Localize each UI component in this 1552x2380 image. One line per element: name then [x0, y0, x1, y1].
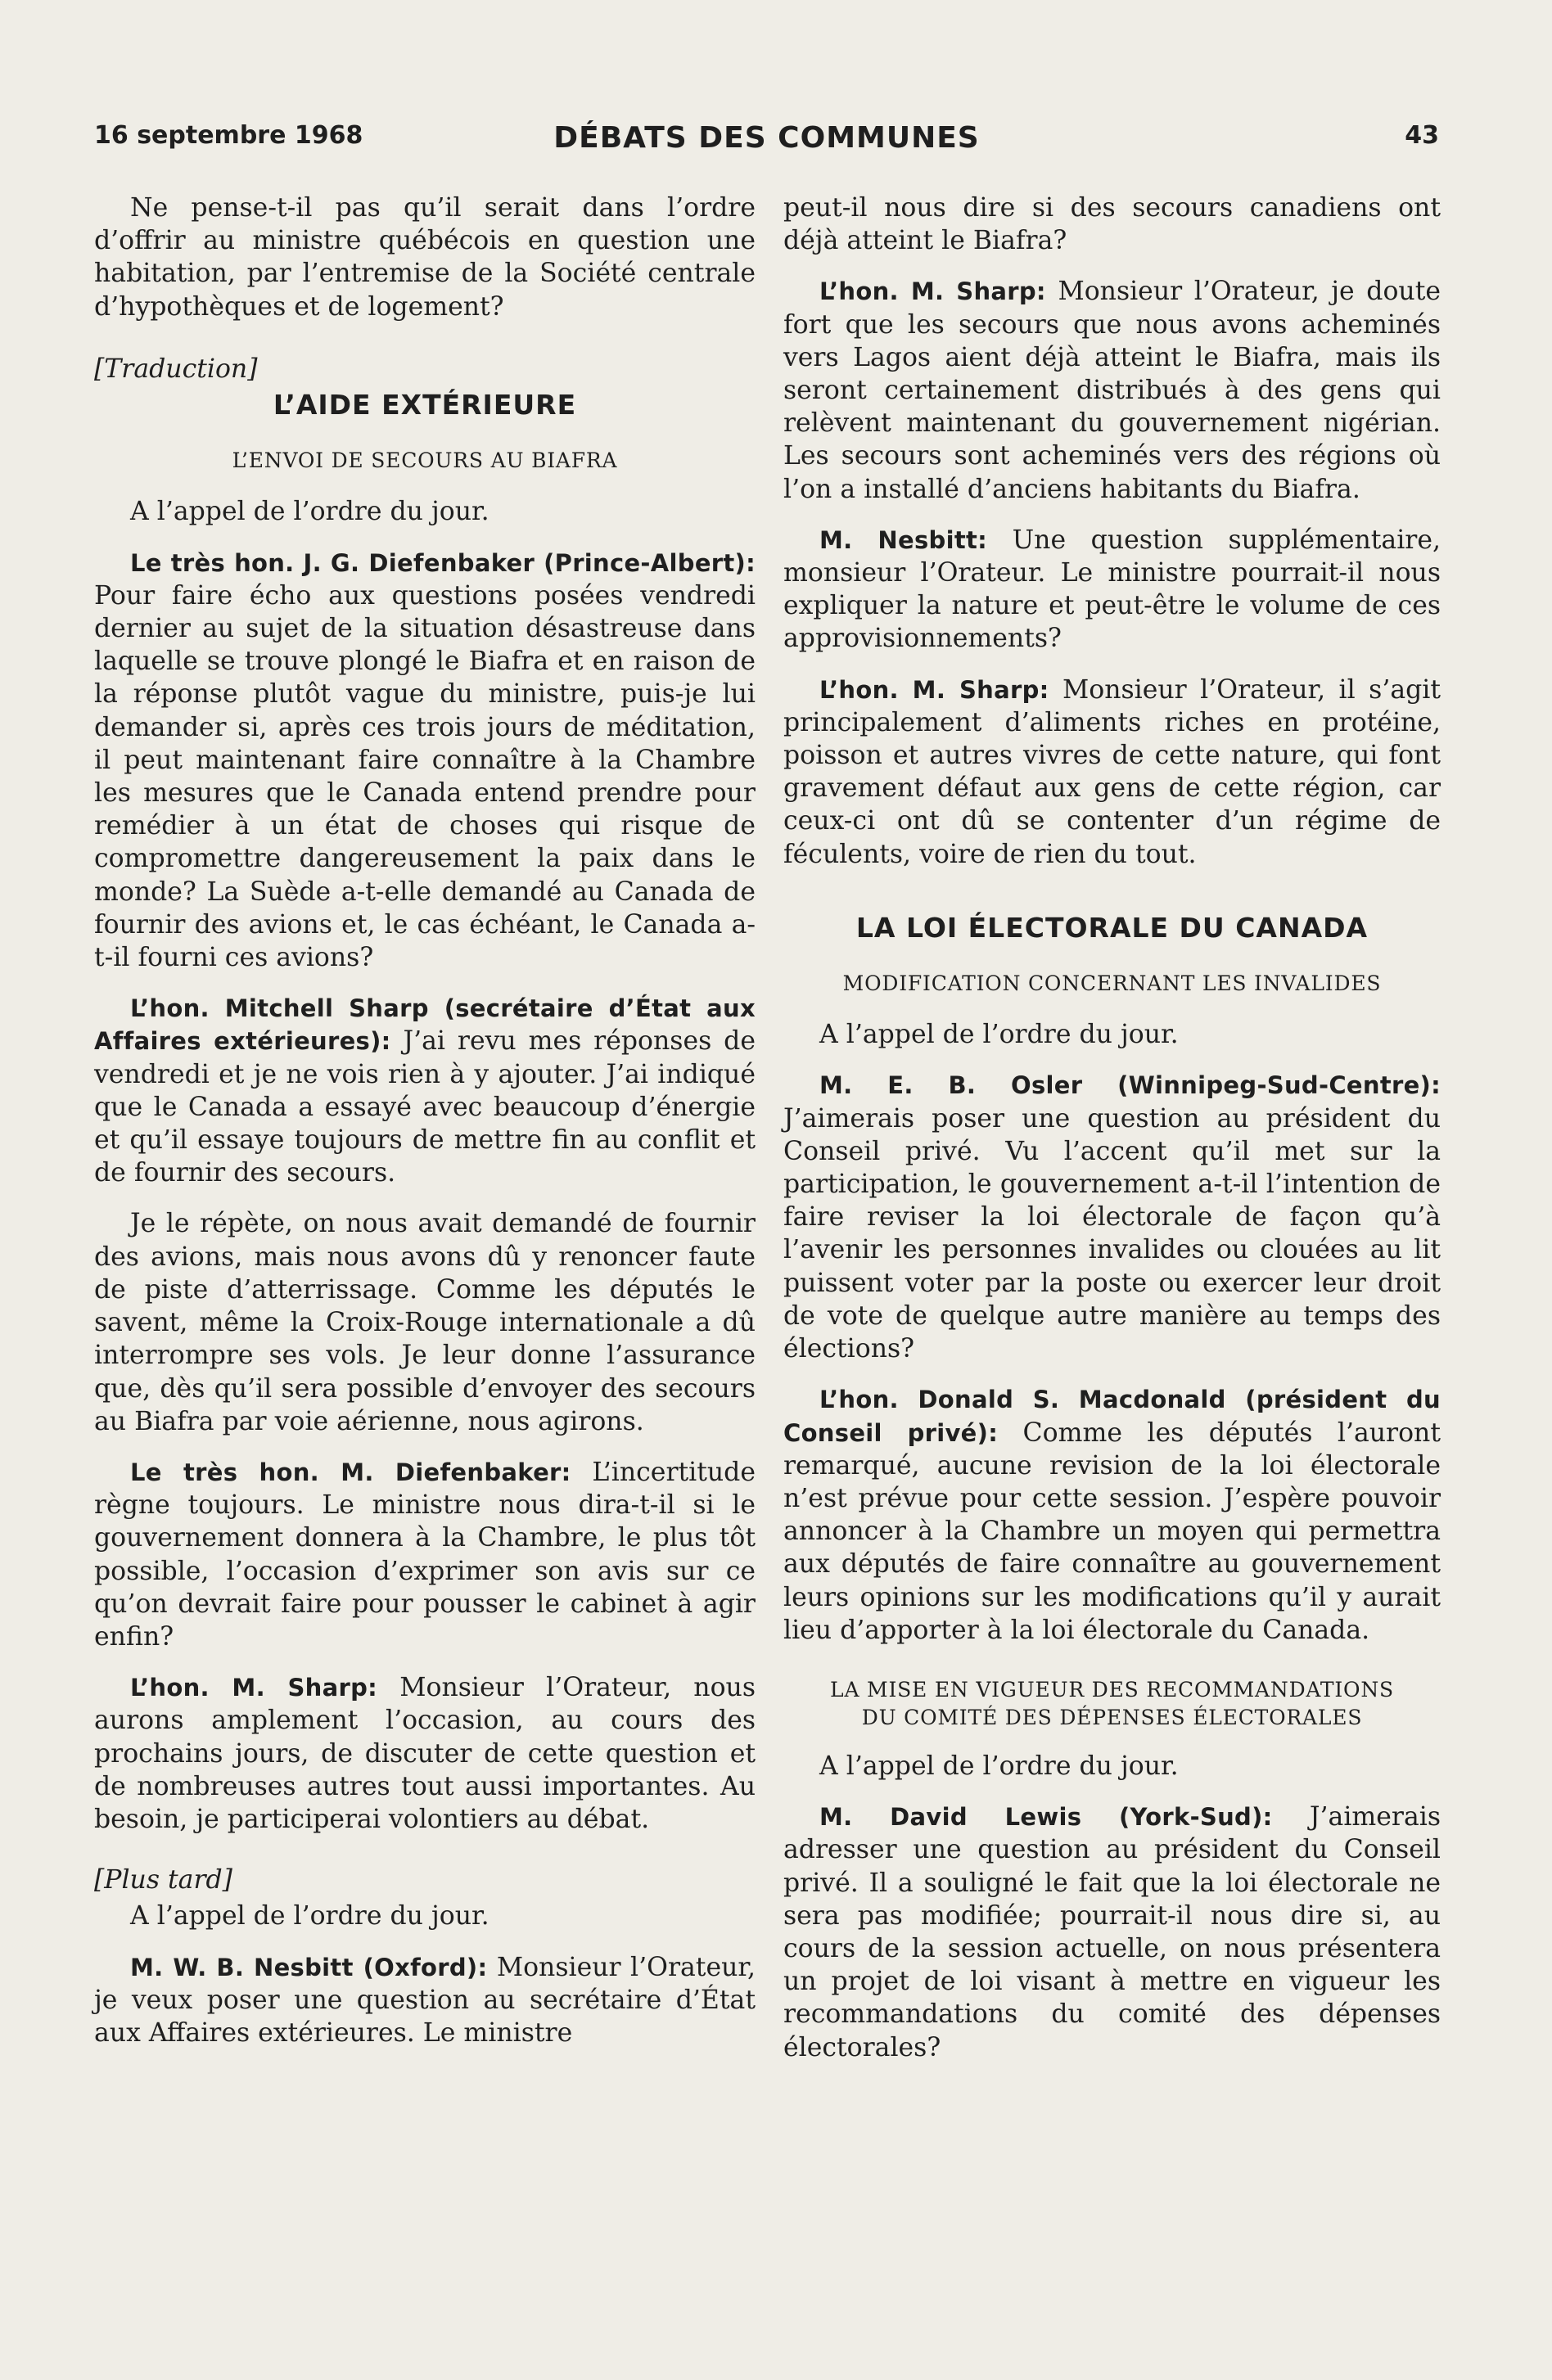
speech-text: Monsieur l’Orateur, il s’agit principalement d’aliments riches en protéine, poisson et autres vivres de cette nature, qui font gravement défaut aux gens de cette région, car ceux-ci ont dû se contenter d’un régime de féculents, voire de rien du tout.: [783, 674, 1441, 869]
speaker-name: L’hon. Mitchell Sharp (secrétaire d’État aux Affaires extérieures):: [94, 994, 756, 1056]
speech-text: L’incertitude règne toujours. Le ministre nous dira-t-il si le gouvernement donnera à la Chambre, le plus tôt possible, l’occasion d’exprimer son avis sur ce qu’on devrait faire pour pousser le cabinet à agir enfin?: [94, 1457, 756, 1652]
left-column: [94, 192, 756, 2067]
speech-paragraph: [94, 992, 756, 1189]
subsection-heading-line: LA MISE EN VIGUEUR DES RECOMMANDATIONS: [830, 1677, 1394, 1702]
later-tag: [Plus tard]: [94, 1865, 232, 1895]
speech-text: Monsieur l’Orateur, je doute fort que les secours que nous avons acheminés vers Lagos aient déjà atteint le Biafra, mais ils seront certainement distribués à des gens qui relèvent maintenant du gouvernement nigérian. Les secours sont acheminés vers des régions où l’on a installé d’anciens habitants du Biafra.: [783, 277, 1441, 504]
speech-paragraph: [783, 1801, 1441, 2064]
speech-text: Pour faire écho aux questions posées vendredi dernier au sujet de la situation désastreuse dans laquelle se trouve plongé le Biafra et en raison de la réponse plutôt vague du ministre, puis-je lui demander si, après ces trois jours de méditation, il peut maintenant faire connaître à la Chambre les mesures que le Canada entend prendre pour remédier à un état de choses qui risque de compromettre dangereusement la paix dans le monde? La Suède a-t-elle demandé au Canada de fournir des avions et, le cas échéant, le Canada a-t-il fourni ces avions?: [94, 580, 756, 973]
speech-paragraph: [94, 1671, 756, 1836]
speaker-name: L’hon. M. Sharp:: [819, 675, 1049, 704]
right-column: [783, 192, 1441, 2082]
speech-paragraph: [783, 524, 1441, 656]
speech-paragraph: [94, 1456, 756, 1653]
paragraph: peut-il nous dire si des secours canadiens ont déjà atteint le Biafra?: [783, 193, 1441, 256]
order-of-day: A l’appel de l’ordre du jour.: [819, 1020, 1179, 1050]
speaker-name: Le très hon. M. Diefenbaker:: [130, 1458, 571, 1486]
page-number: 43: [1405, 121, 1439, 150]
speaker-name: L’hon. Donald S. Macdonald (président du Conseil privé):: [783, 1386, 1441, 1447]
speaker-name: Le très hon. J. G. Diefenbaker (Prince-Albert):: [130, 548, 756, 577]
section-heading: L’AIDE EXTÉRIEURE: [273, 389, 577, 421]
speech-paragraph: [783, 275, 1441, 505]
speech-text: Monsieur l’Orateur, nous aurons amplement l’occasion, au cours des prochains jours, de discuter de cette question et de nombreuses autres tout aussi importantes. Au besoin, je participerai volontiers au débat.: [94, 1673, 756, 1834]
speech-text: J’aimerais adresser une question au président du Conseil privé. Il a souligné le fait que la loi électorale ne sera pas modifiée; pourrait-il nous dire si, au cours de la session actuelle, on nous présentera un projet de loi visant à mettre en vigueur les recommandations du comité des dépenses électorales?: [783, 1802, 1441, 2062]
speech-paragraph: [783, 674, 1441, 871]
subsection-heading: L’ENVOI DE SECOURS AU BIAFRA: [232, 449, 618, 473]
order-of-day: A l’appel de l’ordre du jour.: [130, 1901, 490, 1931]
speech-text: J’aimerais poser une question au président du Conseil privé. Vu l’accent qu’il met sur la participation, le gouvernement a-t-il l’intention de faire reviser la loi électorale de façon qu’à l’avenir les personnes invalides ou clouées au lit puissent voter par la poste ou exercer leur droit de vote de quelque autre manière au temps des élections?: [783, 1103, 1441, 1364]
speech-paragraph: [94, 1951, 756, 2050]
speaker-name: M. Nesbitt:: [819, 525, 988, 554]
subsection-heading: MODIFICATION CONCERNANT LES INVALIDES: [842, 971, 1382, 996]
subsection-heading-line: DU COMITÉ DES DÉPENSES ÉLECTORALES: [861, 1705, 1363, 1729]
speech-text: J’ai revu mes réponses de vendredi et je ne vois rien à y ajouter. J’ai indiqué que le Canada a essayé avec beaucoup d’énergie et qu’il essaye toujours de mettre fin au conflit et de fournir des secours.: [94, 1026, 756, 1188]
speech-text: Comme les députés l’auront remarqué, aucune revision de la loi électorale n’est prévue pour cette session. J’espère pouvoir annoncer à la Chambre un moyen qui permettra aux députés de faire connaître au gouvernement leurs opinions sur les modifications qu’il y aurait lieu d’apporter à la loi électorale du Canada.: [783, 1418, 1441, 1645]
section-heading: LA LOI ÉLECTORALE DU CANADA: [855, 911, 1369, 944]
speech-paragraph: [94, 547, 756, 975]
speaker-name: M. E. B. Osler (Winnipeg-Sud-Centre):: [819, 1071, 1441, 1100]
speech-text: Monsieur l’Orateur, je veux poser une question au secrétaire d’État aux Affaires extérieures. Le ministre: [94, 1952, 756, 2048]
order-of-day: A l’appel de l’ordre du jour.: [130, 497, 490, 527]
speech-paragraph: [783, 1383, 1441, 1647]
subsection-heading: [783, 1676, 1441, 1732]
speaker-name: M. David Lewis (York-Sud):: [819, 1803, 1273, 1832]
paragraph: Je le répète, on nous avait demandé de fournir des avions, mais nous avons dû y renoncer faute de piste d’atterrissage. Comme les députés le savent, même la Croix-Rouge internationale a dû interrompre ses vols. Je leur donne l’assurance que, dès qu’il sera possible d’envoyer des secours au Biafra par voie aérienne, nous agirons.: [94, 1209, 756, 1436]
translation-tag: [Traduction]: [94, 354, 258, 384]
speech-text: Une question supplémentaire, monsieur l’Orateur. Le ministre pourrait-il nous expliquer la nature et peut-être le volume de ces approvisionnements?: [783, 525, 1441, 654]
speaker-name: L’hon. M. Sharp:: [819, 277, 1046, 306]
order-of-day: A l’appel de l’ordre du jour.: [819, 1751, 1179, 1781]
speech-paragraph: [783, 1069, 1441, 1365]
header-title: DÉBATS DES COMMUNES: [553, 121, 980, 155]
header-date: 16 septembre 1968: [94, 121, 363, 150]
page-header: [94, 121, 1439, 162]
paragraph: Ne pense-t-il pas qu’il serait dans l’ordre d’offrir au ministre québécois en question une habitation, par l’entremise de la Société centrale d’hypothèques et de logement?: [94, 193, 756, 322]
speaker-name: L’hon. M. Sharp:: [130, 1674, 378, 1702]
speaker-name: M. W. B. Nesbitt (Oxford):: [130, 1953, 488, 1981]
